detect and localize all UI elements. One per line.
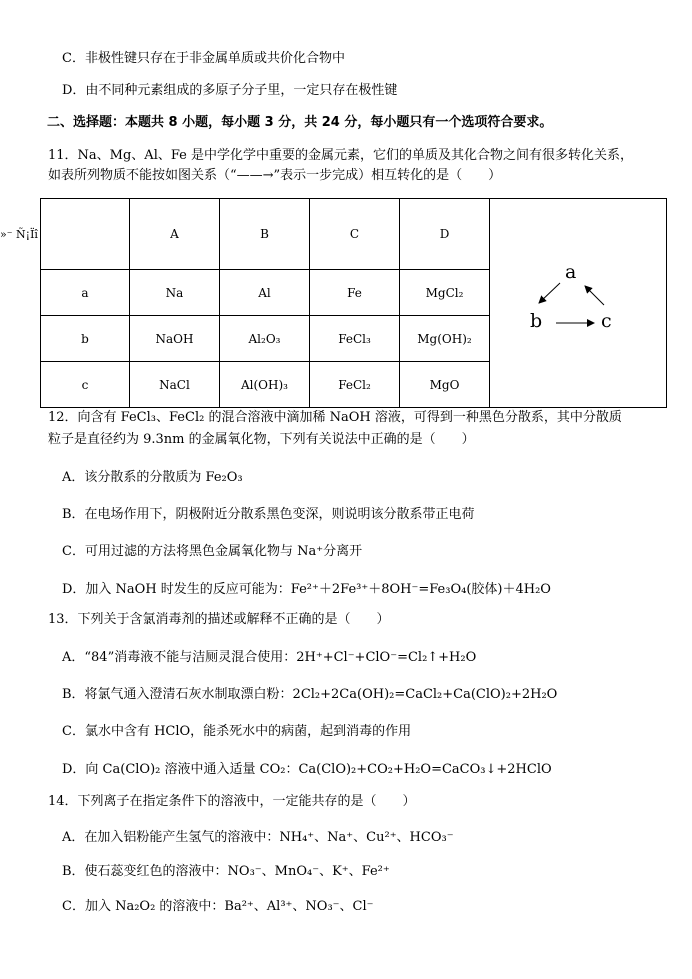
node-c: c [601, 310, 612, 332]
table-header-cell: A [130, 199, 220, 270]
q14-stem: 14．下列离子在指定条件下的溶液中，一定能共存的是（ ） [48, 794, 416, 809]
table-cell: b [41, 316, 130, 362]
table-cell: FeCl₂ [310, 362, 400, 408]
q13-option-a: A．“84”消毒液不能与洁厕灵混合使用：2H⁺+Cl⁻+ClO⁻=Cl₂↑+H₂O [62, 650, 477, 665]
q12-option-a: A．该分散系的分散质为 Fe₂O₃ [62, 470, 243, 485]
option-d-prev: D．由不同种元素组成的多原子分子里，一定只存在极性键 [62, 83, 398, 98]
section-heading: 二、选择题：本题共 8 小题，每小题 3 分，共 24 分，每小题只有一个选项符合要求。 [47, 115, 553, 130]
table-cell: c [41, 362, 130, 408]
node-a: a [565, 261, 577, 283]
q12-option-c: C．可用过滤的方法将黑色金属氧化物与 Na⁺分离开 [62, 544, 363, 559]
q14-option-a: A．在加入铝粉能产生氢气的溶液中：NH₄⁺、Na⁺、Cu²⁺、HCO₃⁻ [62, 830, 454, 845]
table-cell: Al₂O₃ [220, 316, 310, 362]
table-cell: NaCl [130, 362, 220, 408]
table-cell: Fe [310, 270, 400, 316]
table-cell: Al [220, 270, 310, 316]
node-b: b [530, 310, 543, 332]
table-cell: Na [130, 270, 220, 316]
table-header-cell: B [220, 199, 310, 270]
q12-option-b: B．在电场作用下，阴极附近分散系黑色变深，则说明该分散系带正电荷 [62, 507, 475, 522]
table-header-cell: D [400, 199, 490, 270]
arrow-c-to-a [585, 286, 604, 305]
table-cell: MgO [400, 362, 490, 408]
q13-stem: 13．下列关于含氯消毒剂的描述或解释不正确的是（ ） [48, 612, 390, 627]
arrow-a-to-b [539, 283, 560, 303]
q14-option-c: C．加入 Na₂O₂ 的溶液中：Ba²⁺、Al³⁺、NO₃⁻、Cl⁻ [62, 899, 374, 914]
q14-option-b: B．使石蕊变红色的溶液中：NO₃⁻、MnO₄⁻、K⁺、Fe²⁺ [62, 864, 390, 879]
q13-option-b: B．将氯气通入澄清石灰水制取漂白粉：2Cl₂+2Ca(OH)₂=CaCl₂+Ca(ClO)₂+2H₂O [62, 687, 558, 702]
q11-stem-line2: 如表所列物质不能按如图关系（“——→”表示一步完成）相互转化的是（ ） [48, 168, 502, 183]
table-header-cell [41, 199, 130, 270]
table-cell: Al(OH)₃ [220, 362, 310, 408]
table-cell: a [41, 270, 130, 316]
table-cell: MgCl₂ [400, 270, 490, 316]
option-c-prev: C．非极性键只存在于非金属单质或共价化合物中 [62, 51, 345, 66]
table-cell: FeCl₃ [310, 316, 400, 362]
table-cell: Mg(OH)₂ [400, 316, 490, 362]
table-header-cell: C [310, 199, 400, 270]
q11-stem-line1: 11．Na、Mg、Al、Fe 是中学化学中重要的金属元素，它们的单质及其化合物之间有很多转化关系， [48, 148, 633, 163]
q13-option-c: C．氯水中含有 HClO，能杀死水中的病菌，起到消毒的作用 [62, 724, 412, 739]
q12-stem-line1: 12．向含有 FeCl₃、FeCl₂ 的混合溶液中滴加稀 NaOH 溶液，可得到一种黑色分散系，其中分散质 [48, 410, 622, 425]
q12-stem-line2: 粒子是直径约为 9.3nm 的金属氧化物，下列有关说法中正确的是（ ） [48, 432, 475, 447]
diagram-cell [490, 199, 667, 408]
conversion-diagram [490, 199, 666, 404]
q13-option-d: D．向 Ca(ClO)₂ 溶液中通入适量 CO₂：Ca(ClO)₂+CO₂+H₂O=CaCO₃↓+2HClO [62, 762, 552, 777]
q12-option-d: D．加入 NaOH 时发生的反应可能为：Fe²⁺＋2Fe³⁺＋8OH⁻=Fe₃O₄(胶体)＋4H₂O [62, 582, 551, 597]
stray-glyphs: »⁻ Ñ¡Ïî [0, 228, 38, 241]
table-cell: NaOH [130, 316, 220, 362]
q11-table [40, 198, 667, 408]
